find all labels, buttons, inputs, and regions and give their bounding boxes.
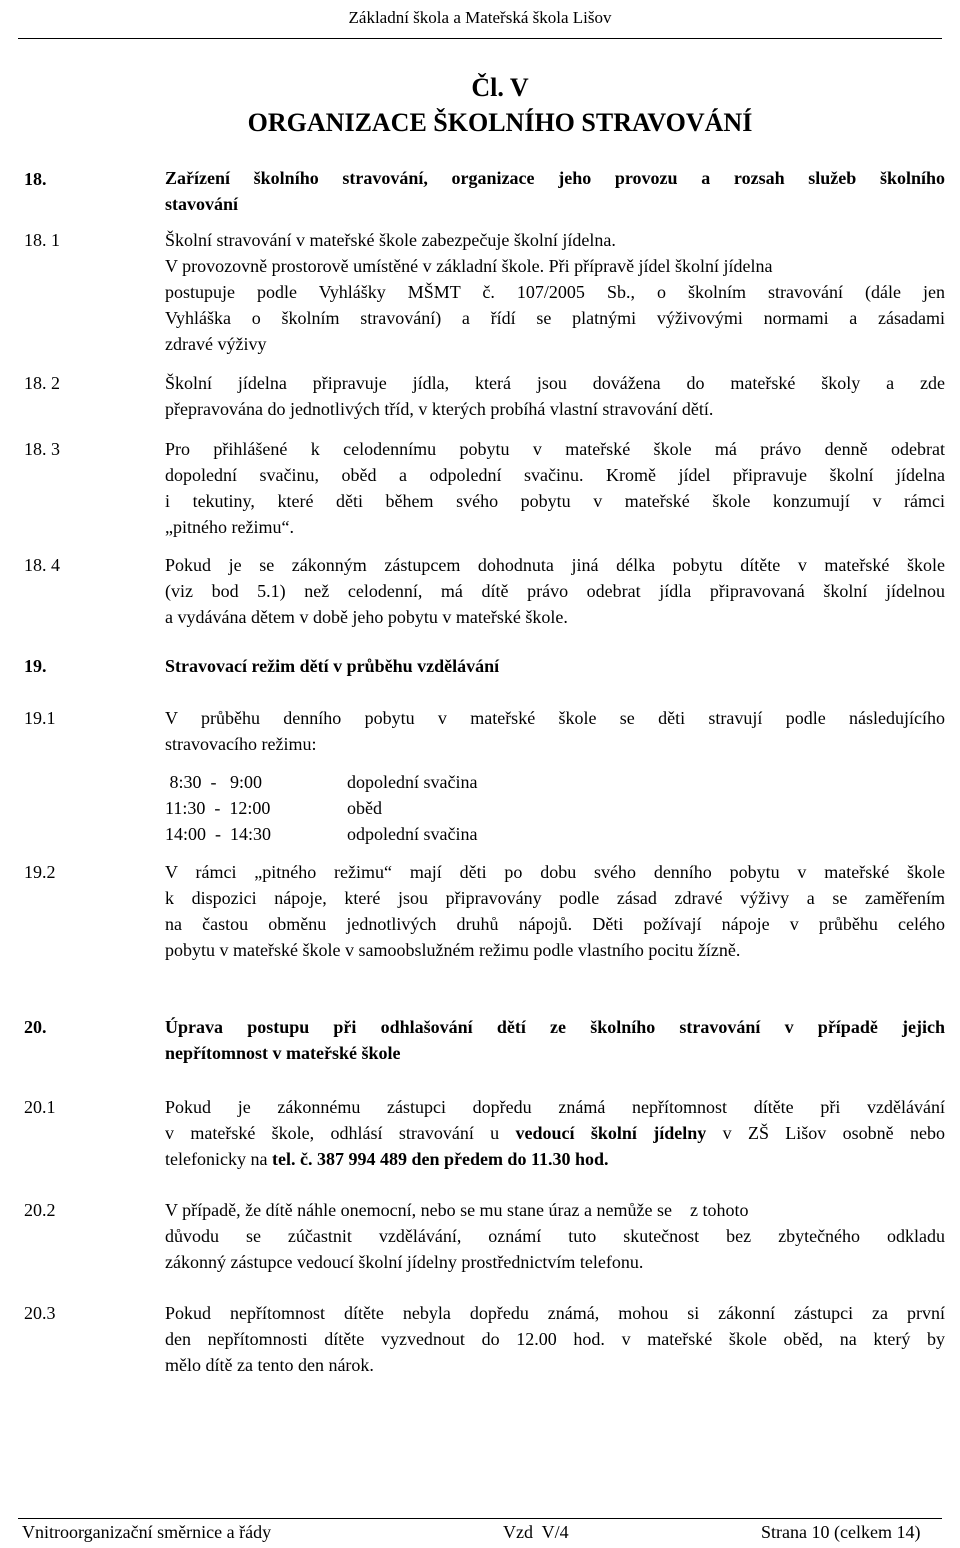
section-18-title xyxy=(165,165,945,217)
text-line: zákonný zástupce vedoucí školní jídelny prostřednictvím telefonu. xyxy=(165,1252,644,1272)
para-20-1-text xyxy=(165,1094,945,1172)
para-20-3-text xyxy=(165,1300,945,1378)
text-line: V průběhu denního pobytu v mateřské škole se děti stravují podle následujícího xyxy=(165,708,945,728)
para-18-2-number: 18. 2 xyxy=(24,373,60,393)
text-line: na častou obměnu jednotlivých druhů nápojů. Děti požívají nápoje v průběhu celého xyxy=(165,914,945,934)
para-18-3-text xyxy=(165,436,945,540)
para-19-1-number: 19.1 xyxy=(24,708,56,728)
text-line: V případě, že dítě náhle onemocní, nebo se mu stane úraz a nemůže se z tohoto xyxy=(165,1200,749,1220)
para-18-2-text xyxy=(165,370,945,422)
text-line: Pokud je se zákonným zástupcem dohodnuta jiná délka pobytu dítěte v mateřské škole xyxy=(165,555,945,575)
section-18-number: 18. xyxy=(24,169,47,189)
schedule-meal: odpolední svačina xyxy=(347,824,478,844)
text-line: k dispozici nápoje, které jsou připravovány podle zásad zdravé výživy a se zaměřením xyxy=(165,888,945,908)
text-line: stravovacího režimu: xyxy=(165,734,317,754)
section-19-number: 19. xyxy=(24,656,47,676)
text-line: mělo dítě za tento den nárok. xyxy=(165,1355,374,1375)
para-18-4-text xyxy=(165,552,945,630)
text-line: Pokud je zákonnému zástupci dopředu známá nepřítomnost dítěte při vzdělávání xyxy=(165,1097,945,1117)
schedule-meal: oběd xyxy=(347,798,382,818)
text-line: (viz bod 5.1) než celodenní, má dítě právo odebrat jídla připravovaná školní jídelnou xyxy=(165,581,945,601)
text-line: pobytu v mateřské škole v samoobslužném režimu podle vlastního pocitu žízně. xyxy=(165,940,741,960)
text-fragment: v ZŠ Lišov osobně nebo xyxy=(706,1123,945,1143)
text-line: Vyhláška o školním stravování) a řídí se platnými výživovými normami a zásadami xyxy=(165,308,945,328)
phone-deadline: tel. č. 387 994 489 den předem do 11.30 hod. xyxy=(271,1149,609,1169)
footer-document-title: Vnitroorganizační směrnice a řády xyxy=(22,1522,272,1542)
schedule-time: 11:30 - 12:00 xyxy=(165,798,271,818)
para-19-2-number: 19.2 xyxy=(24,862,56,882)
section-20-title-line: nepřítomnost v mateřské škole xyxy=(165,1043,401,1063)
text-line: zdravé výživy xyxy=(165,334,267,354)
para-18-3-number: 18. 3 xyxy=(24,439,60,459)
text-line: V provozovně prostorově umístěné v základní škole. Při přípravě jídel školní jídelna xyxy=(165,256,773,276)
text-fragment: v mateřské škole, odhlásí stravování u xyxy=(165,1123,516,1143)
text-line: důvodu se zúčastnit vzdělávání, oznámí tuto skutečnost bez zbytečného odkladu xyxy=(165,1226,945,1246)
schedule-time: 8:30 - 9:00 xyxy=(165,772,262,792)
footer-document-code: Vzd V/4 xyxy=(503,1522,569,1542)
header-divider xyxy=(18,38,942,39)
section-20-number: 20. xyxy=(24,1017,47,1037)
para-20-2-text xyxy=(165,1197,945,1275)
text-line: a vydávána dětem v době jeho pobytu v mateřské škole. xyxy=(165,607,568,627)
text-line: dopolední svačinu, oběd a odpolední svačinu. Kromě jídel připravuje školní jídelna xyxy=(165,465,945,485)
footer-divider xyxy=(18,1518,942,1519)
text-fragment: telefonicky na xyxy=(165,1149,272,1169)
para-20-1-number: 20.1 xyxy=(24,1097,56,1117)
para-19-2-text xyxy=(165,859,945,963)
para-18-1-text xyxy=(165,227,945,357)
para-20-2-number: 20.2 xyxy=(24,1200,56,1220)
para-18-4-number: 18. 4 xyxy=(24,555,60,575)
text-line: Školní stravování v mateřské škole zabezpečuje školní jídelna. xyxy=(165,230,616,250)
section-18-title-line: Zařízení školního stravování, organizace jeho provozu a rozsah služeb školního xyxy=(165,168,945,188)
section-19-title xyxy=(165,653,945,679)
text-line: i tekutiny, které děti během svého pobytu v mateřské škole konzumují v rámci xyxy=(165,491,945,511)
para-19-1-text xyxy=(165,705,945,757)
section-20-title xyxy=(165,1014,945,1066)
text-line: Školní jídelna připravuje jídla, která jsou dovážena do mateřské školy a zde xyxy=(165,373,945,393)
section-18-title-line: stavování xyxy=(165,194,239,214)
page-header: Základní škola a Mateřská škola Lišov xyxy=(348,8,612,27)
text-line: „pitného režimu“. xyxy=(165,517,294,537)
schedule-time: 14:00 - 14:30 xyxy=(165,824,271,844)
emphasis-text: vedoucí školní jídelny xyxy=(515,1123,707,1143)
text-line: Pro přihlášené k celodennímu pobytu v mateřské škole má právo denně odebrat xyxy=(165,439,945,459)
section-19-title-line: Stravovací režim dětí v průběhu vzdělávání xyxy=(165,656,500,676)
schedule-meal: dopolední svačina xyxy=(347,772,478,792)
para-18-1-number: 18. 1 xyxy=(24,230,60,250)
chapter-title: ORGANIZACE ŠKOLNÍHO STRAVOVÁNÍ xyxy=(247,108,753,137)
para-20-3-number: 20.3 xyxy=(24,1303,56,1323)
chapter-number: Čl. V xyxy=(471,73,529,102)
text-line xyxy=(165,1146,945,1172)
text-line: V rámci „pitného režimu“ mají děti po dobu svého denního pobytu v mateřské škole xyxy=(165,862,945,882)
text-line: přepravována do jednotlivých tříd, v kterých probíhá vlastní stravování dětí. xyxy=(165,399,714,419)
text-line: Pokud nepřítomnost dítěte nebyla dopředu známá, mohou si zákonní zástupci za první xyxy=(165,1303,945,1323)
text-line xyxy=(165,1120,945,1146)
footer-page-number: Strana 10 (celkem 14) xyxy=(761,1522,921,1542)
section-20-title-line: Úprava postupu při odhlašování dětí ze školního stravování v případě jejich xyxy=(165,1017,945,1037)
text-line: postupuje podle Vyhlášky MŠMT č. 107/2005 Sb., o školním stravování (dále jen xyxy=(165,282,945,302)
text-line: den nepřítomnosti dítěte vyzvednout do 12.00 hod. v mateřské škole oběd, na který by xyxy=(165,1329,945,1349)
